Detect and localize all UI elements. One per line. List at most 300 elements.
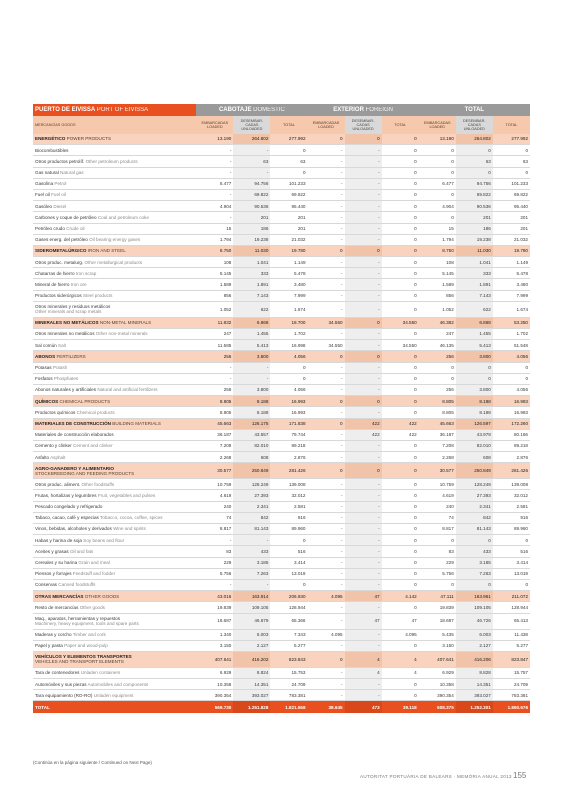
value-cell: 0: [382, 329, 419, 340]
value-cell: 63: [456, 156, 493, 167]
table-row: [33, 178, 530, 189]
value-cell: 0: [382, 396, 419, 407]
value-cell: 0: [382, 201, 419, 212]
value-cell: -: [345, 329, 382, 340]
value-cell: 30.577: [419, 463, 456, 479]
value-cell: 1.891: [233, 279, 270, 290]
table-row: [33, 212, 530, 223]
table-row: [33, 490, 530, 501]
value-cell: 4.904: [419, 201, 456, 212]
value-cell: 0: [382, 407, 419, 418]
value-cell: 10.358: [419, 679, 456, 690]
value-cell: 0: [382, 167, 419, 178]
value-cell: 0: [382, 351, 419, 362]
value-cell: 74: [196, 512, 233, 523]
value-cell: -: [345, 557, 382, 568]
goods-name-en: Crude oil: [66, 225, 85, 231]
subcol-label-es: EMBARCADAS: [312, 120, 340, 125]
value-cell: 69.822: [456, 189, 493, 200]
goods-name-en: Phosphates: [53, 376, 79, 382]
value-cell: -: [345, 340, 382, 351]
value-cell: 3.414: [270, 557, 307, 568]
subcol-label-en: LOADED: [318, 125, 334, 129]
value-cell: 0: [456, 373, 493, 384]
value-cell: 0: [382, 452, 419, 463]
value-cell: 422: [345, 418, 382, 429]
goods-name-cell: [33, 212, 196, 223]
value-cell: 13.190: [196, 134, 233, 145]
value-cell: 89.960: [270, 524, 307, 535]
value-cell: 43.016: [196, 591, 233, 602]
value-cell: 36.187: [419, 429, 456, 440]
value-cell: 19.780: [270, 245, 307, 256]
goods-name-cell: [33, 351, 196, 362]
table-row: [33, 512, 530, 523]
value-cell: 0: [345, 463, 382, 479]
value-cell: 4.056: [270, 384, 307, 395]
value-cell: -: [345, 156, 382, 167]
goods-name-es: SIDEROMETALÚRGICO: [35, 248, 87, 254]
value-cell: -: [345, 178, 382, 189]
value-cell: 163.961: [456, 591, 493, 602]
value-cell: 416.206: [456, 651, 493, 667]
value-cell: 10.358: [196, 679, 233, 690]
value-cell: 250.849: [233, 463, 270, 479]
value-cell: -: [345, 479, 382, 490]
goods-name-cell: [33, 679, 196, 690]
category-row: [33, 463, 530, 479]
category-row: [33, 317, 530, 328]
value-cell: 126.175: [233, 418, 270, 429]
goods-name-en: POWER PRODUCTS: [66, 136, 112, 142]
value-cell: 0: [419, 362, 456, 373]
value-cell: 27.393: [456, 490, 493, 501]
value-cell: -: [308, 557, 345, 568]
value-cell: -: [308, 234, 345, 245]
goods-name-cell: [33, 373, 196, 384]
value-cell: 0: [493, 535, 530, 546]
value-cell: 390.354: [419, 690, 456, 701]
value-cell: 0: [456, 579, 493, 590]
subcol-label-es: EMBARCADAS: [201, 120, 229, 125]
value-cell: 63: [233, 156, 270, 167]
value-cell: 1.891: [456, 279, 493, 290]
value-cell: 19.238: [233, 234, 270, 245]
value-cell: 0: [382, 479, 419, 490]
goods-name-cell: [33, 167, 196, 178]
value-cell: 6.929: [196, 667, 233, 678]
value-cell: 3.185: [233, 557, 270, 568]
goods-name-cell: [33, 134, 196, 145]
value-cell: 1.589: [196, 279, 233, 290]
goods-name-es: Carbones y coque de petróleo: [35, 214, 97, 220]
value-cell: 186: [456, 223, 493, 234]
value-cell: 0: [382, 501, 419, 512]
value-cell: 264.802: [456, 134, 493, 145]
goods-name-en: Iron scrap: [75, 270, 97, 276]
value-cell: 90.536: [456, 201, 493, 212]
goods-name-en: Cement and clinker: [73, 443, 113, 449]
goods-name-es: VEHÍCULOS Y ELEMENTOS TRANSPORTES: [35, 654, 132, 660]
value-cell: 2.341: [456, 501, 493, 512]
value-cell: -: [308, 223, 345, 234]
value-cell: 0: [270, 373, 307, 384]
goods-name-en: Machinery, heavy equipment, tools and spare parts: [35, 621, 139, 626]
value-cell: 2.268: [419, 452, 456, 463]
goods-name-en: Wine and spirits: [113, 526, 146, 532]
value-cell: 0: [382, 362, 419, 373]
goods-name-cell: [33, 301, 196, 317]
value-cell: 19.780: [493, 245, 530, 256]
value-cell: 3.800: [456, 351, 493, 362]
category-row: [33, 418, 530, 429]
value-cell: 0: [382, 178, 419, 189]
value-cell: 0: [270, 535, 307, 546]
value-cell: 1.455: [233, 329, 270, 340]
goods-name-cell: [33, 201, 196, 212]
goods-name-cell: [33, 568, 196, 579]
value-cell: -: [196, 579, 233, 590]
col-goods-en: GOODS: [61, 122, 76, 127]
value-cell: 94.756: [456, 178, 493, 189]
value-cell: -: [345, 501, 382, 512]
value-cell: 277.992: [270, 134, 307, 145]
goods-name-es: Frutas, hortalizas y legumbres: [35, 492, 97, 498]
goods-name-cell: [33, 452, 196, 463]
goods-name-cell: [33, 524, 196, 535]
value-cell: 139.008: [493, 479, 530, 490]
goods-traffic-table: [33, 104, 530, 713]
value-cell: 333: [456, 268, 493, 279]
goods-name-cell: [33, 579, 196, 590]
goods-name-cell: [33, 362, 196, 373]
value-cell: 95.440: [493, 201, 530, 212]
value-cell: 0: [345, 245, 382, 256]
table-row: [33, 373, 530, 384]
value-cell: 79.744: [270, 429, 307, 440]
value-cell: 0: [382, 145, 419, 156]
value-cell: 842: [456, 512, 493, 523]
value-cell: 8.828: [456, 667, 493, 678]
value-cell: 108: [419, 257, 456, 268]
value-cell: 0: [382, 690, 419, 701]
value-cell: 2.876: [270, 452, 307, 463]
subcol-header: [233, 116, 270, 134]
value-cell: -: [345, 512, 382, 523]
goods-name-cell: [33, 602, 196, 613]
value-cell: -: [308, 602, 345, 613]
value-cell: 0: [308, 418, 345, 429]
category-row: [33, 396, 530, 407]
value-cell: 13.019: [270, 568, 307, 579]
value-cell: -: [308, 479, 345, 490]
value-cell: -: [345, 546, 382, 557]
goods-name-cell: [33, 501, 196, 512]
goods-name-cell: [33, 701, 196, 714]
value-cell: -: [345, 279, 382, 290]
value-cell: 108: [196, 257, 233, 268]
value-cell: 201: [233, 212, 270, 223]
table-row: [33, 546, 530, 557]
goods-name-es: Otros produc. metalurg.: [35, 259, 84, 265]
value-cell: -: [308, 329, 345, 340]
value-cell: 163.914: [233, 591, 270, 602]
goods-name-cell: [33, 651, 196, 667]
value-cell: 0: [382, 245, 419, 256]
goods-name-cell: [33, 257, 196, 268]
value-cell: 7.343: [270, 629, 307, 640]
value-cell: -: [308, 613, 345, 629]
goods-name-en: STOCKBREEDING AND FEEDING PRODUCTS: [35, 470, 135, 476]
goods-name-cell: [33, 290, 196, 301]
value-cell: 0: [345, 134, 382, 145]
goods-name-cell: [33, 535, 196, 546]
value-cell: 0: [382, 579, 419, 590]
goods-name-es: QUÍMICOS: [35, 398, 59, 404]
value-cell: 2.127: [456, 640, 493, 651]
value-cell: 407.641: [419, 651, 456, 667]
value-cell: -: [308, 579, 345, 590]
value-cell: 4: [345, 667, 382, 678]
value-cell: 34.550: [382, 317, 419, 328]
value-cell: 783.381: [270, 690, 307, 701]
value-cell: 7.143: [233, 290, 270, 301]
value-cell: 1.340: [196, 629, 233, 640]
value-cell: -: [345, 579, 382, 590]
goods-name-en: IRON AND STEEL: [87, 248, 126, 254]
goods-name-en: Soy beans and flour: [83, 537, 125, 543]
category-row: [33, 651, 530, 667]
value-cell: 608: [456, 452, 493, 463]
table-body: [33, 134, 530, 713]
value-cell: 13.019: [493, 568, 530, 579]
value-cell: 0: [382, 535, 419, 546]
value-cell: 10.759: [419, 479, 456, 490]
value-cell: 4.095: [382, 629, 419, 640]
goods-name-es: Fosfatos: [35, 376, 53, 382]
goods-name-en: Paper and wood-pulp: [64, 643, 108, 649]
value-cell: 2.581: [270, 501, 307, 512]
value-cell: 1.674: [270, 301, 307, 317]
goods-name-en: Iron ore: [70, 281, 87, 287]
goods-name-es: Cereales y su harina: [35, 560, 78, 566]
value-cell: 0: [382, 279, 419, 290]
group-foreign: [308, 104, 419, 116]
value-cell: -: [345, 384, 382, 395]
value-cell: 109.105: [456, 602, 493, 613]
goods-name-en: FERTILIZERS: [56, 353, 86, 359]
value-cell: 211.072: [493, 591, 530, 602]
value-cell: 1.860.676: [493, 701, 530, 714]
goods-name-es: TOTAL: [35, 704, 50, 710]
value-cell: -: [308, 178, 345, 189]
value-cell: 1.702: [270, 329, 307, 340]
value-cell: 38.645: [308, 701, 345, 714]
value-cell: 21.032: [493, 234, 530, 245]
goods-name-es: Potasas: [35, 365, 52, 371]
table-row: [33, 407, 530, 418]
goods-name-es: Conservas: [35, 582, 57, 588]
goods-name-cell: [33, 329, 196, 340]
subcol-label-es: DESEMBAR-CADAS: [351, 118, 375, 127]
value-cell: 18.687: [196, 613, 233, 629]
goods-name-es: Chatarras de hierro: [35, 270, 75, 276]
value-cell: 83: [196, 546, 233, 557]
value-cell: 15.757: [493, 667, 530, 678]
value-cell: 7.263: [456, 568, 493, 579]
value-cell: 0: [382, 290, 419, 301]
goods-name-en: Other goods: [79, 604, 105, 610]
value-cell: 95.440: [270, 201, 307, 212]
value-cell: 34.550: [382, 340, 419, 351]
value-cell: 473: [345, 701, 382, 714]
value-cell: -: [308, 452, 345, 463]
value-cell: 0: [382, 546, 419, 557]
table-row: [33, 613, 530, 629]
value-cell: -: [308, 490, 345, 501]
value-cell: 5.478: [493, 268, 530, 279]
value-cell: 65.413: [493, 613, 530, 629]
value-cell: 5.435: [419, 629, 456, 640]
value-cell: 256: [196, 384, 233, 395]
value-cell: 256: [419, 384, 456, 395]
value-cell: 16.993: [493, 407, 530, 418]
value-cell: -: [233, 167, 270, 178]
value-cell: -: [345, 490, 382, 501]
value-cell: 19.839: [419, 602, 456, 613]
goods-name-cell: [33, 156, 196, 167]
goods-name-es: Habas y harina de soja: [35, 537, 82, 543]
value-cell: 6.929: [419, 667, 456, 678]
goods-name-en: Chemical products: [76, 409, 115, 415]
subcol-label-en: UNLOADED: [352, 127, 374, 132]
value-cell: 433: [456, 546, 493, 557]
value-cell: 229: [419, 557, 456, 568]
value-cell: 7.143: [456, 290, 493, 301]
value-cell: 7.208: [196, 440, 233, 451]
value-cell: 393.027: [456, 690, 493, 701]
value-cell: -: [308, 189, 345, 200]
value-cell: 0: [419, 373, 456, 384]
goods-name-cell: [33, 279, 196, 290]
goods-name-cell: [33, 429, 196, 440]
value-cell: 5.277: [493, 640, 530, 651]
value-cell: 46.679: [233, 613, 270, 629]
goods-name-cell: [33, 440, 196, 451]
value-cell: 65.366: [270, 613, 307, 629]
value-cell: 516: [270, 546, 307, 557]
table-row: [33, 167, 530, 178]
value-cell: 0: [345, 396, 382, 407]
value-cell: 0: [308, 651, 345, 667]
value-cell: 4.904: [196, 201, 233, 212]
value-cell: 0: [345, 351, 382, 362]
value-cell: -: [345, 440, 382, 451]
value-cell: 4.619: [196, 490, 233, 501]
group-domestic-es: CABOTAJE: [218, 106, 252, 113]
value-cell: 0: [382, 223, 419, 234]
value-cell: 390.354: [196, 690, 233, 701]
goods-name-es: MINERALES NO METÁLICOS: [35, 320, 99, 326]
value-cell: 0: [382, 257, 419, 268]
goods-name-cell: [33, 667, 196, 678]
goods-name-es: Automóviles y sus piezas: [35, 681, 87, 687]
value-cell: 4.619: [419, 490, 456, 501]
subcol-label-es: TOTAL: [505, 122, 518, 127]
goods-name-cell: [33, 234, 196, 245]
value-cell: 0: [382, 568, 419, 579]
value-cell: 3.800: [456, 384, 493, 395]
value-cell: 0: [308, 396, 345, 407]
goods-name-en: Other minerals and scrap metals: [35, 309, 102, 315]
value-cell: -: [345, 268, 382, 279]
value-cell: 0: [493, 145, 530, 156]
value-cell: 11.438: [493, 629, 530, 640]
value-cell: 1.251.828: [233, 701, 270, 714]
value-cell: 8.188: [456, 407, 493, 418]
table-row: [33, 479, 530, 490]
value-cell: 0: [493, 579, 530, 590]
goods-name-cell: [33, 268, 196, 279]
goods-name-es: Cemento y clinker: [35, 443, 72, 449]
value-cell: 856: [419, 290, 456, 301]
value-cell: 128.249: [456, 479, 493, 490]
value-cell: -: [233, 362, 270, 373]
value-cell: 24.709: [493, 679, 530, 690]
value-cell: 393.027: [233, 690, 270, 701]
value-cell: 916: [270, 512, 307, 523]
value-cell: 201: [493, 223, 530, 234]
value-cell: 63: [493, 156, 530, 167]
group-foreign-es: EXTERIOR: [333, 106, 364, 113]
subcol-label-es: DESEMBAR-CADAS: [463, 118, 486, 127]
value-cell: 24.709: [270, 679, 307, 690]
value-cell: 8.824: [233, 667, 270, 678]
goods-name-es: Mineral de hierro: [35, 281, 70, 287]
subcol-header: [493, 116, 530, 134]
port-title-en: PORT OF EIVISSA: [96, 106, 149, 113]
value-cell: 0: [382, 490, 419, 501]
value-cell: 8.188: [456, 396, 493, 407]
goods-name-es: Petróleo crudo: [35, 225, 65, 231]
value-cell: 250.849: [456, 463, 493, 479]
value-cell: 139.008: [270, 479, 307, 490]
value-cell: 0: [419, 212, 456, 223]
value-cell: -: [345, 212, 382, 223]
value-cell: 916: [493, 512, 530, 523]
value-cell: 11.030: [233, 245, 270, 256]
goods-name-es: Productos químicos: [35, 409, 76, 415]
table-row: [33, 329, 530, 340]
value-cell: 3.185: [456, 557, 493, 568]
goods-name-cell: [33, 490, 196, 501]
goods-name-es: Productos siderúrgicos: [35, 293, 82, 299]
value-cell: 32.012: [493, 490, 530, 501]
value-cell: 0: [382, 134, 419, 145]
category-row: [33, 351, 530, 362]
value-cell: -: [233, 579, 270, 590]
goods-name-es: ABONOS: [35, 353, 56, 359]
subcol-header: [419, 116, 456, 134]
table-row: [33, 557, 530, 568]
value-cell: 46.135: [419, 340, 456, 351]
value-cell: 277.992: [493, 134, 530, 145]
table-row: [33, 145, 530, 156]
value-cell: 0: [270, 167, 307, 178]
value-cell: -: [345, 679, 382, 690]
value-cell: 6.868: [233, 317, 270, 328]
value-cell: 69.822: [493, 189, 530, 200]
